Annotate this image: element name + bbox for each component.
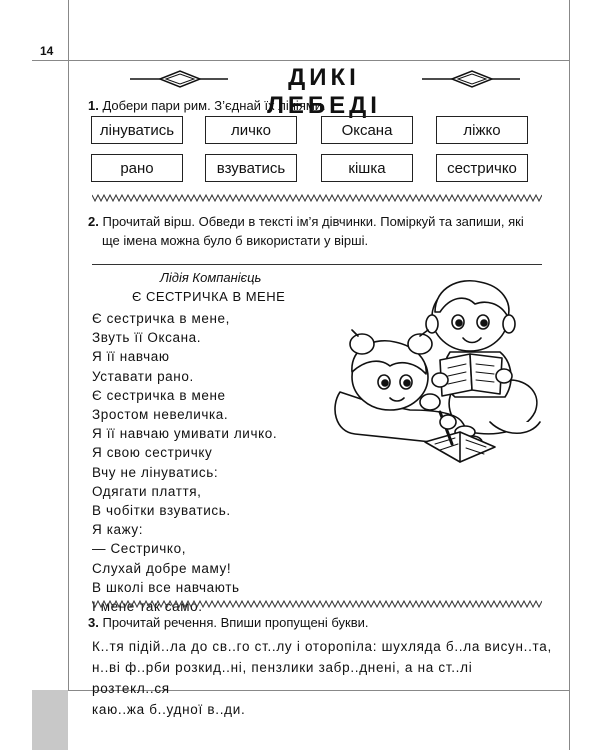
- poem-line: Звуть її Оксана.: [92, 330, 202, 346]
- section-divider: [92, 194, 542, 202]
- task3-instruction: [88, 613, 369, 632]
- exercise-line[interactable]: каю..жа б..удної в..ди.: [92, 702, 246, 717]
- top-rule: [68, 60, 570, 61]
- poem-body: [92, 309, 277, 616]
- poem-line: Слухай добре маму!: [92, 560, 232, 576]
- task3-number: 3.: [88, 615, 99, 630]
- side-gray-block: [32, 690, 68, 750]
- task1-text: Добери пари рим. З’єднай їх лініями.: [102, 98, 326, 113]
- poem-line: В школі все навчають: [92, 579, 240, 595]
- poem-line: Вчу не лінуватись:: [92, 464, 219, 480]
- task2-number: 2.: [88, 214, 99, 229]
- task3-text: Прочитай речення. Впиши пропущені букви.: [102, 615, 369, 630]
- poem-line: І мене так само.: [92, 599, 203, 615]
- right-ornament-icon: [422, 70, 522, 88]
- poem-line: Я її навчаю умивати личко.: [92, 426, 278, 442]
- poem-line: В чобітки взуватись.: [92, 503, 231, 519]
- children-reading-illustration: [290, 272, 550, 482]
- task2-text-line1: Прочитай вірш. Обведи в тексті ім’я дівчинки. Поміркуй та запиши, які: [102, 214, 524, 229]
- right-rule: [569, 0, 570, 750]
- task1-number: 1.: [88, 98, 99, 113]
- exercise-line[interactable]: н..ві ф..рби розкид..ні, пензлики забр..днені, а на ст..лі розтекл..ся: [92, 660, 473, 696]
- word-box[interactable]: лінуватись: [91, 116, 183, 144]
- left-ornament-icon: [130, 70, 230, 88]
- word-box[interactable]: ліжко: [436, 116, 528, 144]
- side-strip: [32, 60, 69, 690]
- poem-line: Є сестричка в мене,: [92, 311, 231, 326]
- poem-author: Лідія Компанієць: [160, 270, 262, 285]
- word-box[interactable]: Оксана: [321, 116, 413, 144]
- poem-line: Уставати рано.: [92, 368, 194, 384]
- poem-line: Я її навчаю: [92, 349, 170, 365]
- section-divider: [92, 600, 542, 608]
- task3-exercise-text[interactable]: [92, 636, 552, 720]
- answer-line[interactable]: [92, 264, 542, 265]
- word-box[interactable]: рано: [91, 154, 183, 182]
- poem-line: Я свою сестричку: [92, 445, 213, 461]
- poem-title: Є СЕСТРИЧКА В МЕНЕ: [132, 289, 286, 304]
- word-box[interactable]: личко: [205, 116, 297, 144]
- word-box[interactable]: взуватись: [205, 154, 297, 182]
- page-number: 14: [40, 44, 54, 58]
- poem-line: Одягати плаття,: [92, 483, 202, 499]
- page-title: ДИКІ ЛЕБЕДІ: [267, 64, 381, 119]
- task1-instruction: [88, 96, 326, 115]
- poem-line: — Сестричко,: [92, 541, 187, 557]
- task2-text-line2: ще імена можна було б використати у вірші.: [102, 233, 369, 248]
- poem-line: Я кажу:: [92, 522, 144, 538]
- word-box[interactable]: сестричко: [436, 154, 528, 182]
- task2-instruction: [88, 212, 548, 250]
- word-box[interactable]: кішка: [321, 154, 413, 182]
- poem-line: Є сестричка в мене: [92, 387, 226, 403]
- poem-line: Зростом невеличка.: [92, 407, 229, 423]
- exercise-line[interactable]: К..тя підій..ла до св..го ст..лу і оторопіла: шухляда б..ла висун..та,: [92, 639, 552, 654]
